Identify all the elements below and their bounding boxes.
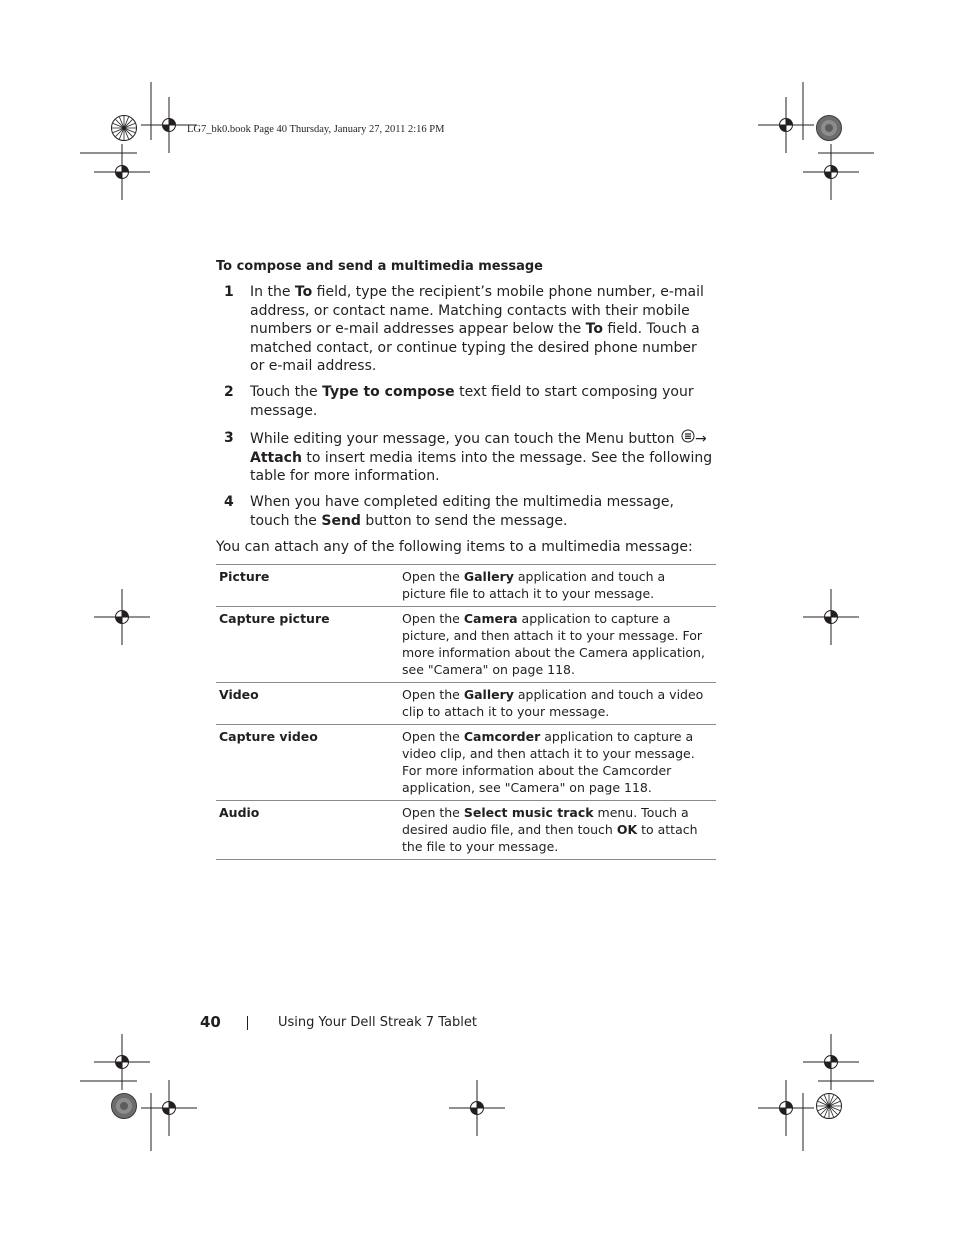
item-term: Picture xyxy=(216,565,395,607)
item-description: Open the Camera application to capture a picture, and then attach it to your message. For more information about the Camera application, see "Camera" on page 118. xyxy=(395,607,716,683)
footer-divider xyxy=(247,1016,248,1030)
step-number: 2 xyxy=(224,383,234,400)
item-term: Audio xyxy=(216,801,395,860)
item-term: Capture video xyxy=(216,725,395,801)
menu-icon xyxy=(681,429,695,449)
ui-term: Attach xyxy=(250,449,302,466)
item-term: Capture picture xyxy=(216,607,395,683)
table-intro: You can attach any of the following items to a multimedia message: xyxy=(216,539,693,555)
section-heading: To compose and send a multimedia message xyxy=(216,259,543,274)
arrow-glyph: → xyxy=(694,430,707,447)
item-description: Open the Gallery application and touch a picture file to attach it to your message. xyxy=(395,565,716,607)
table-row xyxy=(216,683,716,725)
step-3: 3 While editing your message, you can touch the Menu button → Attach to insert media items into the message. See the following table for more information. xyxy=(224,430,713,485)
ui-term: To xyxy=(585,321,603,338)
attachment-items-table xyxy=(216,564,716,860)
step-number: 4 xyxy=(224,493,234,510)
table-row xyxy=(216,801,716,860)
print-slug-line: LG7_bk0.book Page 40 Thursday, January 27, 2011 2:16 PM xyxy=(187,124,445,135)
item-description: Open the Select music track menu. Touch a desired audio file, and then touch OK to attach the file to your message. xyxy=(395,801,716,860)
page-number: 40 xyxy=(200,1013,221,1031)
step-4: 4 When you have completed editing the multimedia message, touch the Send button to send the message. xyxy=(224,493,674,529)
item-description: Open the Camcorder application to capture a video clip, and then attach it to your message. For more information about the Camcorder application, see "Camera" on page 118. xyxy=(395,725,716,801)
ui-term: Type to compose xyxy=(322,383,455,400)
table-row xyxy=(216,565,716,607)
steps-list xyxy=(224,283,714,530)
step-number: 1 xyxy=(224,284,234,300)
footer-chapter-title: Using Your Dell Streak 7 Tablet xyxy=(278,1015,477,1030)
item-term: Video xyxy=(216,683,395,725)
ui-term: To xyxy=(294,284,313,300)
table-row xyxy=(216,607,716,683)
table-row xyxy=(216,725,716,801)
step-2: 2 Touch the Type to compose text field to start composing your message. xyxy=(224,383,694,419)
item-description: Open the Gallery application and touch a video clip to attach it to your message. xyxy=(395,683,716,725)
step-1: 1 In the To field, type the recipient’s mobile phone number, e-mail address, or contact name. Matching contacts with their mobile numbers or e-mail addresses appear below the To field. Touch a matched contact, or continue typing the desired phone number or e-mail address. xyxy=(224,284,704,375)
step-number: 3 xyxy=(224,430,234,447)
ui-term: Send xyxy=(321,512,361,529)
